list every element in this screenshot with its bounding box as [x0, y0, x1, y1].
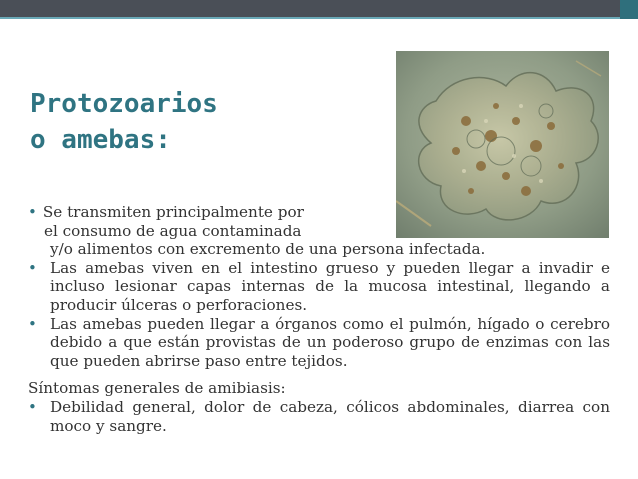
bullet-item	[28, 259, 610, 315]
slide-title	[30, 86, 350, 158]
bullet-1-line-2: el consumo de agua contaminada	[44, 221, 302, 240]
symptoms-bullet-text: Debilidad general, dolor de cabeza, cólicos abdominales, diarrea con moco y sangre.	[50, 397, 610, 435]
bullet-1-line-3: y/o alimentos con excremento de una persona infectada.	[50, 240, 486, 259]
bullet-item	[28, 203, 610, 259]
bullet-2-text: Las amebas viven en el intestino grueso y pueden llegar a invadir e incluso lesionar capas internas de la mucosa intestinal, llegando a producir úlceras o perforaciones.	[50, 258, 610, 314]
bullet-marker: •	[28, 203, 37, 221]
slide-title-line-2: o amebas:	[30, 125, 171, 155]
top-header-bar	[0, 0, 638, 17]
bullet-marker: •	[28, 314, 37, 333]
bullet-1-line-1: Se transmiten principalmente por	[42, 203, 304, 221]
top-accent-stripe	[0, 17, 638, 19]
symptoms-heading: Síntomas generales de amibiasis:	[28, 379, 286, 398]
bullet-3-text: Las amebas pueden llegar a órganos como el pulmón, hígado o cerebro debido a que están provistas de un poderoso grupo de enzimas con las que pueden abrirse paso entre tejidos.	[50, 314, 610, 370]
slide-body	[28, 203, 610, 435]
slide-title-line-1: Protozoarios	[30, 89, 218, 119]
bullet-item	[28, 398, 610, 435]
bullet-marker: •	[28, 397, 37, 416]
top-right-accent-block	[620, 0, 638, 19]
bullet-marker: •	[28, 258, 37, 277]
bullet-item	[28, 315, 610, 371]
